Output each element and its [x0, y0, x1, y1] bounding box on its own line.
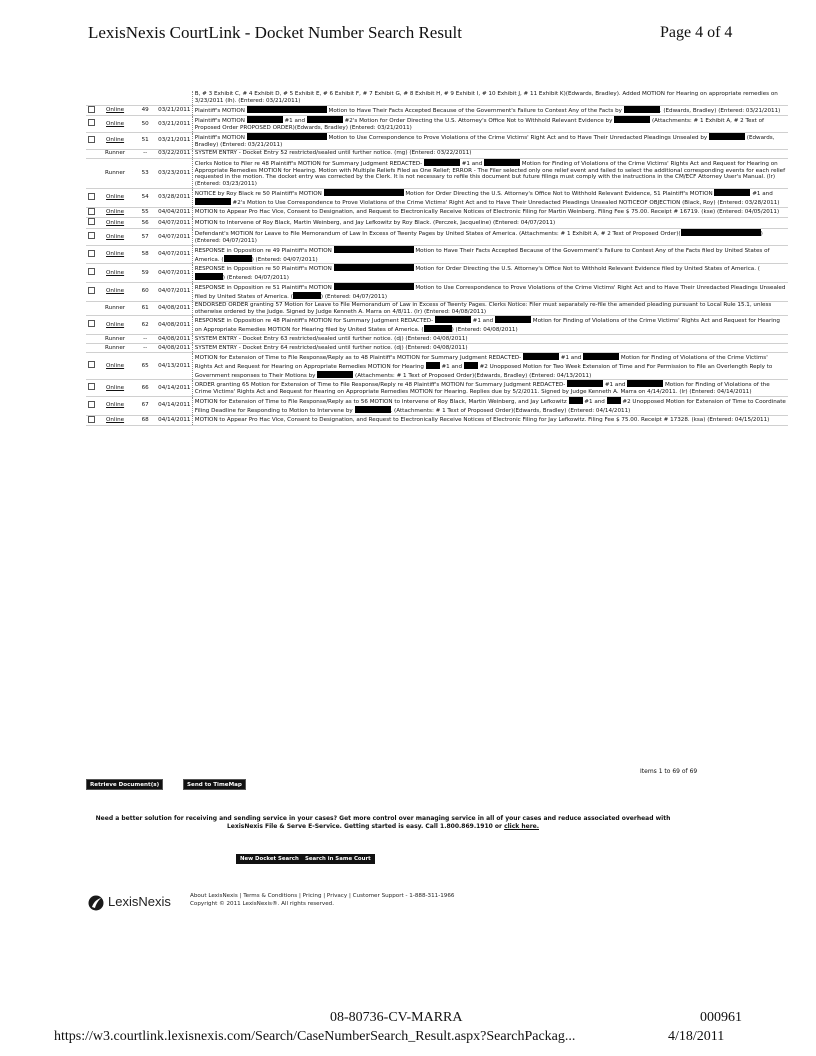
docket-source: Runner: [96, 334, 134, 343]
docket-online-link[interactable]: Online: [96, 415, 134, 426]
docket-entry-date: 04/07/2011: [156, 245, 192, 264]
lexisnexis-tree-icon: [88, 895, 104, 911]
docket-entry-text: [192, 397, 788, 416]
docket-online-link[interactable]: Online: [96, 380, 134, 397]
docket-entry-date: 03/22/2011: [158, 150, 191, 157]
print-date: 4/18/2011: [668, 1029, 725, 1044]
docket-select-checkbox[interactable]: [88, 232, 95, 239]
docket-select-cell: [86, 133, 96, 150]
docket-select-cell: [86, 316, 96, 335]
docket-text-segment: Motion for Finding of Violations of the Crime Victims' Rights Act and Request for Hearing on Appropriate Remedies MOTION for Hearing. Motion with Multiple Reliefs Filed as One Relief; ERROR - The Filer selected only one relief event and failed to select the additional corresponding events for each relief requested in the motion. The docket entry was corrected by the Clerk. It is not necessary to refile this document but future filings must comply with the instructions in the CM/ECF Attorney User's Manual. (lr) (Entered: 03/23/2011): [194, 160, 786, 188]
docket-entry-text: [192, 218, 788, 229]
docket-row: [86, 283, 788, 302]
docket-online-link[interactable]: Online: [96, 245, 134, 264]
docket-entry-number: 59: [134, 264, 156, 283]
items-count: Items 1 to 69 of 69: [640, 768, 698, 775]
redaction-bar: [324, 189, 404, 196]
docket-entry-number: 68: [134, 415, 156, 426]
docket-select-cell: [86, 380, 96, 397]
docket-select-cell: [86, 343, 96, 352]
docket-text-segment: ENDORSED ORDER granting 57 Motion for Leave to File Memorandum of Law in Excess of Twenty Pages. Clerks Notice: Filer must separately re-file the amended pleading pursuant to Local Rule 15.1, unless otherwise ordered by the Judge. Signed by Judge Kenneth A. Marra on 4/8/11. (lr) (Entered: 04/08/2011): [194, 301, 772, 315]
docket-row: [86, 133, 788, 150]
docket-text-segment: Motion to Have Their Facts Accepted Because of the Government's Failure to Contest Any of the Facts filed by United States of America. (: [194, 247, 770, 263]
docket-source: Runner: [96, 149, 134, 158]
docket-select-checkbox[interactable]: [88, 218, 95, 225]
redaction-bar: [426, 362, 440, 369]
docket-text-segment: #1 and: [282, 118, 307, 125]
docket-entry-text: [192, 343, 788, 352]
docket-text-segment: #1 and: [582, 399, 607, 405]
docket-entry-number: 50: [134, 116, 156, 133]
docket-entry-number: 67: [134, 397, 156, 416]
page-number: Page 4 of 4: [660, 24, 733, 41]
lexisnexis-logo: [88, 892, 184, 914]
retrieve-documents-button[interactable]: Retrieve Document(s): [86, 779, 163, 790]
docket-entry-date: 03/21/2011: [156, 105, 192, 116]
redaction-bar: [355, 406, 391, 413]
docket-text-segment: Motion to Use Correspondence to Prove Violations of the Crime Victims' Right Act and to Have Their Unredacted Pleadings Unsealed filed by United States of America. (: [194, 285, 786, 300]
docket-text-segment: ) (Entered: 04/07/2011): [251, 256, 318, 263]
docket-entry-text: [192, 133, 788, 150]
docket-entry-number: --: [134, 334, 156, 343]
redaction-bar: [495, 316, 531, 323]
docket-table: [86, 91, 788, 426]
docket-text-segment: RESPONSE in Opposition re 49 Plaintiff's MOTION: [194, 247, 334, 254]
docket-source: Runner: [96, 343, 134, 352]
docket-entry-date: 04/07/2011: [156, 218, 192, 229]
redaction-bar: [307, 116, 343, 123]
docket-text-segment: B, # 3 Exhibit C, # 4 Exhibit D, # 5 Exhibit E, # 6 Exhibit F, # 7 Exhibit G, # 8 Exhibit H, # 9 Exhibit I, # 10 Exhibit J, # 11 Exhibit K)(Edwards, Bradley). Added MOTION for Hearing on appropriate remedies on 3/23/2011 (lh). (Entered: 03/21/2011): [194, 91, 778, 104]
docket-text-segment: Motion for Finding of Violations of the Crime Victims' Rights Act and Request for Hearing on Appropriate Remedies MOTION for Hearing filed by United States of America. (: [194, 318, 780, 334]
docket-entry-date: 03/21/2011: [156, 133, 192, 150]
docket-row: [86, 207, 788, 218]
docket-select-cell: [86, 352, 96, 379]
docket-source: [96, 91, 134, 105]
docket-select-checkbox[interactable]: [88, 383, 95, 390]
redaction-bar: [627, 380, 663, 387]
docket-text-segment: MOTION to Intervene of Roy Black, Martin Weinberg, and Jay Lefkowitz by Roy Black. (Perczek, Jacqueline) (Entered: 04/07/2011): [194, 219, 556, 226]
docket-text-segment: ) (Entered: 04/07/2011): [222, 275, 289, 282]
docket-entry-date: 04/13/2011: [156, 352, 192, 379]
docket-online-link[interactable]: Online: [96, 352, 134, 379]
docket-entry-number: 56: [134, 218, 156, 229]
docket-entry-date: 04/08/2011: [158, 335, 191, 342]
docket-text-segment: Motion for Finding of Violations of the Crime Victims' Rights Act and Request for Hearing on Appropriate Remedies MOTION for Hearing. Replies due by 5/2/2011. Signed by Judge Kenneth A. Marra on 4/14/2011. (lr) (Entered: 04/14/2011): [194, 382, 770, 396]
docket-row: [86, 218, 788, 229]
docket-row: [86, 343, 788, 352]
docket-text-segment: (Edwards, Bradley) (Entered: 03/21/2011): [194, 135, 775, 148]
docket-entry-text: [192, 301, 788, 316]
redaction-bar: [583, 353, 619, 360]
redaction-bar: [424, 325, 452, 332]
footer-nav-links[interactable]: About LexisNexis | Terms & Conditions | Pricing | Privacy | Customer Support - 1-888-311-1966: [190, 893, 455, 899]
redaction-bar: [681, 229, 761, 236]
docket-row: [86, 264, 788, 283]
redaction-bar: [195, 273, 223, 280]
docket-row: [86, 105, 788, 116]
docket-row: [86, 158, 788, 188]
redaction-bar: [293, 292, 321, 299]
docket-text-segment: SYSTEM ENTRY - Docket Entry 64 restricted/sealed until further notice. (dj) (Entered: 04/08/2011): [194, 344, 468, 351]
docket-select-cell: [86, 207, 96, 218]
docket-entry-date: 04/14/2011: [156, 380, 192, 397]
docket-text-segment: Plaintiff's MOTION: [194, 135, 247, 142]
docket-entry-number: --: [134, 149, 156, 158]
file-and-serve-promo: [88, 815, 678, 831]
docket-select-cell: [86, 415, 96, 426]
docket-entry-number: [134, 91, 156, 105]
docket-row: [86, 188, 788, 207]
redaction-bar: [607, 397, 621, 404]
redaction-bar: [317, 371, 353, 378]
promo-text: Need a better solution for receiving and sending service in your cases? Get more control over managing service in all of your cases and reduce associated overhead with LexisNexis File & Serve E-Service. Getting started is easy. Call 1.800.869.1910 or: [95, 815, 671, 830]
docket-text-segment: RESPONSE in Opposition re 48 Plaintiff's MOTION for Summary Judgment REDACTED-: [194, 318, 435, 325]
docket-entry-date: 04/08/2011: [156, 301, 192, 316]
docket-row: [86, 149, 788, 158]
docket-text-segment: #1 and: [558, 354, 584, 361]
redaction-bar: [567, 380, 603, 387]
docket-entry-date: 03/23/2011: [156, 158, 192, 188]
docket-entry-text: [192, 207, 788, 218]
docket-select-checkbox[interactable]: [88, 320, 95, 327]
send-to-timemap-button[interactable]: Send to TimeMap: [183, 779, 246, 790]
docket-row: [86, 380, 788, 397]
docket-text-segment: RESPONSE in Opposition re 51 Plaintiff's MOTION: [194, 285, 334, 292]
docket-entry-number: 65: [134, 352, 156, 379]
docket-online-link[interactable]: Online: [96, 397, 134, 416]
redaction-bar: [224, 255, 252, 262]
docket-text-segment: NOTICE by Roy Black re 50 Plaintiff's MOTION: [194, 190, 324, 197]
docket-entry-number: 51: [134, 133, 156, 150]
docket-select-cell: [86, 105, 96, 116]
docket-select-checkbox[interactable]: [88, 106, 95, 113]
new-docket-search-button[interactable]: New Docket Search: [236, 854, 303, 864]
docket-entry-date: 04/07/2011: [156, 283, 192, 302]
docket-row: [86, 91, 788, 105]
docket-row: [86, 397, 788, 416]
redaction-bar: [709, 133, 745, 140]
footer-copyright: Copyright © 2011 LexisNexis®. All rights reserved.: [190, 900, 334, 907]
docket-text-segment: MOTION for Extension of Time to File Response/Reply as to 56 MOTION to Intervene of Roy Black, Martin Weinberg, and Jay Lefkowitz: [194, 399, 569, 405]
docket-select-cell: [86, 188, 96, 207]
redaction-bar: [523, 353, 559, 360]
docket-text-segment: #2's Motion for Order Directing the U.S. Attorney's Office Not to Withhold Relevant Evidence by: [342, 118, 615, 125]
docket-select-cell: [86, 283, 96, 302]
docket-online-link[interactable]: Online: [96, 283, 134, 302]
docket-select-checkbox[interactable]: [88, 268, 95, 275]
docket-text-segment: #1 and: [459, 160, 485, 167]
docket-entry-text: [192, 245, 788, 264]
redaction-bar: [247, 133, 327, 140]
docket-row: [86, 116, 788, 133]
docket-entry-date: 04/04/2011: [156, 207, 192, 218]
docket-entry-date: [156, 91, 192, 105]
docket-text-segment: MOTION to Appear Pro Hac Vice, Consent to Designation, and Request to Electronically Receive Notices of Electronic Filing for Jay Lefkowitz. Filing Fee $ 75.00. Receipt # 17328. (ksa) (Entered: 04/15/2011): [194, 417, 770, 424]
docket-entry-number: 58: [134, 245, 156, 264]
document-header-title: LexisNexis CourtLink - Docket Number Search Result: [88, 23, 462, 42]
docket-text-segment: SYSTEM ENTRY - Docket Entry 52 restricted/sealed until further notice. (mg) (Entered: 03/22/2011): [194, 150, 472, 157]
redaction-bar: [195, 198, 231, 205]
docket-entry-text: [192, 415, 788, 426]
docket-select-checkbox[interactable]: [88, 287, 95, 294]
docket-entry-text: [192, 158, 788, 188]
docket-row: [86, 316, 788, 335]
docket-row: [86, 334, 788, 343]
docket-select-cell: [86, 91, 96, 105]
docket-entry-date: 04/08/2011: [156, 316, 192, 335]
footer-links: [190, 893, 454, 909]
docket-text-segment: Motion to Use Correspondence to Prove Violations of the Crime Victims' Right Act and to Have Their Unredacted Pleadings Unsealed by: [326, 135, 709, 142]
docket-online-link[interactable]: Online: [96, 229, 134, 246]
redaction-bar: [334, 264, 414, 271]
redaction-bar: [624, 106, 660, 113]
docket-text-segment: ) (Entered: 04/07/2011): [320, 293, 388, 300]
docket-entry-number: 57: [134, 229, 156, 246]
docket-select-cell: [86, 229, 96, 246]
docket-text-segment: #1 and: [750, 190, 773, 197]
redaction-bar: [614, 116, 650, 123]
docket-text-segment: #2's Motion to Use Correspondence to Prove Violations of the Crime Victims' Right Act and to Have Their Unredacted Pleadings Unsealed NOTICEOF OBJECTION (Black, Roy) (Entered: 03/28/2011): [230, 199, 780, 206]
docket-text-segment: #2 Unopposed Motion for Two Week Extension of Time and For Permission to File an Overlength Reply to Government responses to Their Motions by: [194, 363, 773, 379]
redaction-bar: [334, 246, 414, 253]
docket-entry-date: 03/21/2011: [156, 116, 192, 133]
docket-text-segment: Plaintiff's MOTION: [194, 108, 247, 115]
docket-entry-text: [192, 352, 788, 379]
docket-select-checkbox[interactable]: [88, 250, 95, 257]
docket-row: [86, 229, 788, 246]
docket-text-segment: Motion for Order Directing the U.S. Attorney's Office Not to Withhold Relevant Evidence filed by United States of America. (: [413, 266, 760, 273]
docket-entry-date: 04/07/2011: [156, 264, 192, 283]
docket-select-checkbox[interactable]: [88, 193, 95, 200]
docket-text-segment: #2 Unopposed Motion for Extension of Time to Coordinate Filing Deadline for Responding to Motion to Intervene by: [194, 399, 786, 414]
search-in-same-court-button[interactable]: Search in Same Court: [301, 854, 375, 864]
docket-select-checkbox[interactable]: [88, 119, 95, 126]
docket-entry-number: 60: [134, 283, 156, 302]
redaction-bar: [247, 106, 327, 113]
docket-entry-number: 66: [134, 380, 156, 397]
docket-entry-date: 04/14/2011: [156, 397, 192, 416]
docket-select-cell: [86, 397, 96, 416]
docket-select-checkbox[interactable]: [88, 208, 95, 215]
logo-text: LexisNexis: [108, 894, 171, 909]
docket-online-link[interactable]: Online: [96, 116, 134, 133]
docket-entry-number: --: [134, 343, 156, 352]
docket-text-segment: Motion for Order Directing the U.S. Attorney's Office Not to Withhold Relevant Evidence, 51 Plaintiff's MOTION: [403, 190, 715, 197]
docket-online-link[interactable]: Online: [96, 264, 134, 283]
docket-online-link[interactable]: Online: [96, 218, 134, 229]
case-number: 08-80736-CV-MARRA: [330, 1010, 463, 1025]
docket-entry-date: 04/14/2011: [156, 415, 192, 426]
docket-text-segment: (Attachments: # 1 Text of Proposed Order)(Edwards, Bradley) (Entered: 04/13/2011): [353, 372, 592, 379]
docket-entry-text: [192, 334, 788, 343]
docket-entry-text: [192, 105, 788, 116]
docket-text-segment: (Attachments: # 1 Exhibit A, # 2 Text of Proposed Order PROPOSED ORDER)(Edwards, Bradley) (Entered: 03/21/2011): [194, 118, 765, 132]
docket-select-cell: [86, 264, 96, 283]
docket-text-segment: . (Attachments: # 1 Text of Proposed Order)(Edwards, Bradley) (Entered: 04/14/2011): [390, 407, 631, 414]
print-url: https://w3.courtlink.lexisnexis.com/Search/CaseNumberSearch_Result.aspx?SearchPackag...: [54, 1029, 576, 1044]
docket-entry-number: 53: [134, 158, 156, 188]
promo-click-here-link[interactable]: click here.: [504, 822, 540, 830]
docket-row: [86, 245, 788, 264]
docket-select-cell: [86, 158, 96, 188]
redaction-bar: [484, 159, 520, 166]
docket-select-cell: [86, 218, 96, 229]
docket-entry-number: 55: [134, 207, 156, 218]
docket-row: [86, 352, 788, 379]
docket-entry-text: [192, 149, 788, 158]
bates-number: 000961: [700, 1010, 742, 1025]
docket-text-segment: #1 and: [603, 382, 628, 389]
docket-entry-text: [192, 380, 788, 397]
docket-select-cell: [86, 245, 96, 264]
docket-source: Runner: [96, 158, 134, 188]
docket-entry-text: [192, 188, 788, 207]
docket-text-segment: Defendant's MOTION for Leave to File Memorandum of Law In Excess of Twenty Pages by United States of America. (Attachments: # 1 Exhibit A, # 2 Text of Proposed Order)(: [194, 231, 681, 238]
docket-text-segment: SYSTEM ENTRY - Docket Entry 63 restricted/sealed until further notice. (dj) (Entered: 04/08/2011): [194, 335, 468, 342]
redaction-bar: [569, 397, 583, 404]
docket-text-segment: RESPONSE in Opposition re 50 Plaintiff's MOTION: [194, 266, 334, 273]
docket-text-segment: Motion for Finding of Violations of the Crime Victims' Rights Act and Request for Hearing on Appropriate Remedies MOTION for Hearing: [194, 354, 768, 370]
docket-entry-number: 62: [134, 316, 156, 335]
docket-select-checkbox[interactable]: [88, 401, 95, 408]
docket-select-cell: [86, 334, 96, 343]
docket-text-segment: Motion to Have Their Facts Accepted Because of the Government's Failure to Contest Any of the Facts by: [326, 108, 624, 115]
docket-select-cell: [86, 301, 96, 316]
docket-row: [86, 301, 788, 316]
docket-text-segment: #1 and: [439, 363, 464, 370]
docket-entry-text: [192, 116, 788, 133]
docket-entry-text: [192, 229, 788, 246]
docket-select-cell: [86, 149, 96, 158]
docket-entry-date: 04/08/2011: [158, 344, 191, 351]
docket-text-segment: Clerks Notice to Filer re 48 Plaintiff's MOTION for Summary Judgment REDACTED-: [194, 160, 424, 167]
redaction-bar: [334, 283, 414, 290]
docket-text-segment: MOTION for Extension of Time to File Response/Reply as to 48 Plaintiff's MOTION for Summary Judgment REDACTED-: [194, 354, 523, 361]
redaction-bar: [464, 362, 478, 369]
docket-entry-text: [192, 316, 788, 335]
docket-entry-number: 54: [134, 188, 156, 207]
docket-online-link[interactable]: Online: [96, 316, 134, 335]
docket-text-segment: . (Edwards, Bradley) (Entered: 03/21/2011): [659, 108, 781, 115]
docket-text-segment: Plaintiff's MOTION: [194, 118, 247, 125]
redaction-bar: [714, 189, 750, 196]
docket-online-link[interactable]: Online: [96, 105, 134, 116]
docket-entry-text: [192, 264, 788, 283]
docket-select-checkbox[interactable]: [88, 416, 95, 423]
docket-online-link[interactable]: Online: [96, 188, 134, 207]
redaction-bar: [247, 116, 283, 123]
docket-select-checkbox[interactable]: [88, 361, 95, 368]
docket-text-segment: ) (Entered: 04/07/2011): [194, 231, 763, 244]
docket-entry-date: 03/28/2011: [156, 188, 192, 207]
docket-select-cell: [86, 116, 96, 133]
docket-entry-text: [192, 283, 788, 302]
docket-entry-date: 04/07/2011: [156, 229, 192, 246]
docket-text-segment: MOTION to Appear Pro Hac Vice, Consent to Designation, and Request to Electronically Receive Notices of Electronic Filing for Martin Weinberg. Filing Fee $ 75.00. Receipt # 16719. (kse) (Entered: 04/05/2011): [194, 209, 780, 216]
docket-online-link[interactable]: Online: [96, 133, 134, 150]
docket-entry-text: [192, 91, 788, 105]
redaction-bar: [424, 159, 460, 166]
docket-select-checkbox[interactable]: [88, 136, 95, 143]
redaction-bar: [435, 316, 471, 323]
docket-entry-number: 61: [134, 301, 156, 316]
docket-source: Runner: [96, 301, 134, 316]
docket-text-segment: ORDER granting 65 Motion for Extension of Time to File Response/Reply re 48 Plaintiff's MOTION for Summary Judgment REDACTED-: [194, 382, 568, 389]
docket-entry-number: 49: [134, 105, 156, 116]
docket-text-segment: #1 and: [470, 318, 495, 325]
docket-online-link[interactable]: Online: [96, 207, 134, 218]
docket-text-segment: ) (Entered: 04/08/2011): [451, 327, 518, 334]
docket-row: [86, 415, 788, 426]
